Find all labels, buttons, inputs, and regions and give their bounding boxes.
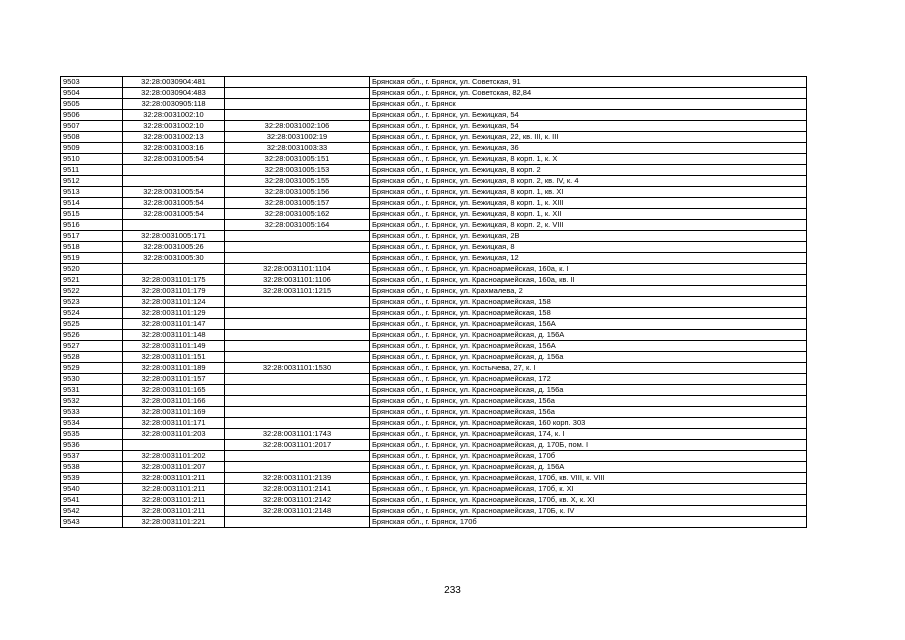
row-number-cell: 9532 xyxy=(61,396,123,407)
table-row xyxy=(61,176,807,187)
address-cell: Брянская обл., г. Брянск, ул. Красноармейская, д. 156А xyxy=(370,330,807,341)
table-row xyxy=(61,231,807,242)
cadastral-number-cell: 32:28:0031101:148 xyxy=(123,330,225,341)
cadastral-number-cell: 32:28:0031101:166 xyxy=(123,396,225,407)
address-cell: Брянская обл., г. Брянск, ул. Красноармейская, д. 156А xyxy=(370,462,807,473)
table-row xyxy=(61,473,807,484)
row-number-cell: 9514 xyxy=(61,198,123,209)
address-cell: Брянская обл., г. Брянск, ул. Крахмалева, 2 xyxy=(370,286,807,297)
address-cell: Брянская обл., г. Брянск, ул. Красноармейская, 174, к. I xyxy=(370,429,807,440)
cadastral-number-cell: 32:28:0031101:151 xyxy=(123,352,225,363)
table-row xyxy=(61,154,807,165)
related-cadastral-number-cell xyxy=(225,341,370,352)
cadastral-number-cell: 32:28:0031101:211 xyxy=(123,495,225,506)
row-number-cell: 9508 xyxy=(61,132,123,143)
related-cadastral-number-cell xyxy=(225,396,370,407)
address-cell: Брянская обл., г. Брянск, ул. Бежицкая, 22, кв. III, к. III xyxy=(370,132,807,143)
cadastral-number-cell xyxy=(123,440,225,451)
row-number-cell: 9523 xyxy=(61,297,123,308)
registry-table xyxy=(60,76,807,528)
table-row xyxy=(61,253,807,264)
table-row xyxy=(61,363,807,374)
address-cell: Брянская обл., г. Брянск, ул. Красноармейская, 158 xyxy=(370,297,807,308)
cadastral-number-cell: 32:28:0031005:171 xyxy=(123,231,225,242)
row-number-cell: 9530 xyxy=(61,374,123,385)
table-row xyxy=(61,297,807,308)
address-cell: Брянская обл., г. Брянск, ул. Бежицкая, 8 корп. 2, кв. IV, к. 4 xyxy=(370,176,807,187)
related-cadastral-number-cell: 32:28:0031101:1215 xyxy=(225,286,370,297)
address-cell: Брянская обл., г. Брянск, ул. Бежицкая, 12 xyxy=(370,253,807,264)
address-cell: Брянская обл., г. Брянск, ул. Бежицкая, 8 xyxy=(370,242,807,253)
address-cell: Брянская обл., г. Брянск, ул. Красноармейская, 160а, к. I xyxy=(370,264,807,275)
cadastral-number-cell: 32:28:0031002:10 xyxy=(123,121,225,132)
related-cadastral-number-cell: 32:28:0031101:1530 xyxy=(225,363,370,374)
table-row xyxy=(61,484,807,495)
cadastral-number-cell: 32:28:0031101:157 xyxy=(123,374,225,385)
cadastral-number-cell: 32:28:0031101:175 xyxy=(123,275,225,286)
cadastral-number-cell: 32:28:0031005:54 xyxy=(123,154,225,165)
cadastral-number-cell: 32:28:0031101:124 xyxy=(123,297,225,308)
table-row xyxy=(61,209,807,220)
table-row xyxy=(61,264,807,275)
related-cadastral-number-cell xyxy=(225,110,370,121)
cadastral-number-cell: 32:28:0031005:54 xyxy=(123,209,225,220)
address-cell: Брянская обл., г. Брянск, ул. Бежицкая, 2В xyxy=(370,231,807,242)
table-row xyxy=(61,88,807,99)
table-row xyxy=(61,220,807,231)
table-row xyxy=(61,132,807,143)
related-cadastral-number-cell: 32:28:0031101:2142 xyxy=(225,495,370,506)
related-cadastral-number-cell: 32:28:0031005:151 xyxy=(225,154,370,165)
cadastral-number-cell: 32:28:0031101:147 xyxy=(123,319,225,330)
cadastral-number-cell: 32:28:0031101:211 xyxy=(123,473,225,484)
cadastral-number-cell: 32:28:0030905:118 xyxy=(123,99,225,110)
row-number-cell: 9520 xyxy=(61,264,123,275)
row-number-cell: 9533 xyxy=(61,407,123,418)
row-number-cell: 9531 xyxy=(61,385,123,396)
cadastral-number-cell: 32:28:0031002:13 xyxy=(123,132,225,143)
address-cell: Брянская обл., г. Брянск, ул. Красноармейская, 156А xyxy=(370,341,807,352)
address-cell: Брянская обл., г. Брянск, ул. Костычева, 27, к. I xyxy=(370,363,807,374)
table-row xyxy=(61,352,807,363)
table-row xyxy=(61,121,807,132)
related-cadastral-number-cell: 32:28:0031101:2141 xyxy=(225,484,370,495)
table-row xyxy=(61,374,807,385)
cadastral-number-cell: 32:28:0031101:171 xyxy=(123,418,225,429)
row-number-cell: 9527 xyxy=(61,341,123,352)
row-number-cell: 9503 xyxy=(61,77,123,88)
address-cell: Брянская обл., г. Брянск, ул. Красноармейская, 156а xyxy=(370,407,807,418)
table-row xyxy=(61,462,807,473)
address-cell: Брянская обл., г. Брянск, ул. Советская, 91 xyxy=(370,77,807,88)
address-cell: Брянская обл., г. Брянск, ул. Красноармейская, 158 xyxy=(370,308,807,319)
row-number-cell: 9515 xyxy=(61,209,123,220)
table-row xyxy=(61,110,807,121)
row-number-cell: 9539 xyxy=(61,473,123,484)
related-cadastral-number-cell: 32:28:0031005:164 xyxy=(225,220,370,231)
related-cadastral-number-cell xyxy=(225,242,370,253)
cadastral-number-cell xyxy=(123,264,225,275)
row-number-cell: 9536 xyxy=(61,440,123,451)
related-cadastral-number-cell xyxy=(225,99,370,110)
cadastral-number-cell: 32:28:0031101:221 xyxy=(123,517,225,528)
row-number-cell: 9519 xyxy=(61,253,123,264)
address-cell: Брянская обл., г. Брянск, ул. Красноармейская, 170б, кв. VIII, к. VIII xyxy=(370,473,807,484)
cadastral-number-cell: 32:28:0031101:189 xyxy=(123,363,225,374)
cadastral-number-cell: 32:28:0031101:207 xyxy=(123,462,225,473)
cadastral-number-cell: 32:28:0030904:481 xyxy=(123,77,225,88)
related-cadastral-number-cell: 32:28:0031101:2139 xyxy=(225,473,370,484)
cadastral-number-cell: 32:28:0031005:26 xyxy=(123,242,225,253)
address-cell: Брянская обл., г. Брянск, ул. Бежицкая, 8 корп. 2 xyxy=(370,165,807,176)
table-row xyxy=(61,275,807,286)
row-number-cell: 9524 xyxy=(61,308,123,319)
row-number-cell: 9504 xyxy=(61,88,123,99)
address-cell: Брянская обл., г. Брянск, ул. Красноармейская, 170б, к. XI xyxy=(370,484,807,495)
related-cadastral-number-cell xyxy=(225,308,370,319)
table-row xyxy=(61,385,807,396)
cadastral-number-cell: 32:28:0031101:203 xyxy=(123,429,225,440)
table-row xyxy=(61,396,807,407)
related-cadastral-number-cell xyxy=(225,451,370,462)
table-row xyxy=(61,440,807,451)
row-number-cell: 9541 xyxy=(61,495,123,506)
related-cadastral-number-cell xyxy=(225,77,370,88)
related-cadastral-number-cell xyxy=(225,330,370,341)
table-row xyxy=(61,77,807,88)
row-number-cell: 9506 xyxy=(61,110,123,121)
table-row xyxy=(61,143,807,154)
row-number-cell: 9542 xyxy=(61,506,123,517)
related-cadastral-number-cell: 32:28:0031005:157 xyxy=(225,198,370,209)
table-row xyxy=(61,418,807,429)
cadastral-number-cell: 32:28:0031101:211 xyxy=(123,506,225,517)
row-number-cell: 9525 xyxy=(61,319,123,330)
row-number-cell: 9517 xyxy=(61,231,123,242)
related-cadastral-number-cell xyxy=(225,462,370,473)
address-cell: Брянская обл., г. Брянск, ул. Красноармейская, д. 170Б, пом. I xyxy=(370,440,807,451)
related-cadastral-number-cell: 32:28:0031101:2017 xyxy=(225,440,370,451)
row-number-cell: 9526 xyxy=(61,330,123,341)
row-number-cell: 9535 xyxy=(61,429,123,440)
row-number-cell: 9537 xyxy=(61,451,123,462)
related-cadastral-number-cell: 32:28:0031003:33 xyxy=(225,143,370,154)
related-cadastral-number-cell xyxy=(225,319,370,330)
related-cadastral-number-cell: 32:28:0031101:1104 xyxy=(225,264,370,275)
related-cadastral-number-cell: 32:28:0031005:156 xyxy=(225,187,370,198)
address-cell: Брянская обл., г. Брянск, ул. Красноармейская, 156а xyxy=(370,396,807,407)
related-cadastral-number-cell xyxy=(225,352,370,363)
row-number-cell: 9528 xyxy=(61,352,123,363)
related-cadastral-number-cell: 32:28:0031101:1743 xyxy=(225,429,370,440)
table-row xyxy=(61,242,807,253)
address-cell: Брянская обл., г. Брянск, ул. Красноармейская, 170б xyxy=(370,451,807,462)
related-cadastral-number-cell xyxy=(225,231,370,242)
address-cell: Брянская обл., г. Брянск, ул. Красноармейская, 170Б, к. IV xyxy=(370,506,807,517)
related-cadastral-number-cell: 32:28:0031002:106 xyxy=(225,121,370,132)
address-cell: Брянская обл., г. Брянск xyxy=(370,99,807,110)
related-cadastral-number-cell: 32:28:0031005:155 xyxy=(225,176,370,187)
row-number-cell: 9512 xyxy=(61,176,123,187)
row-number-cell: 9543 xyxy=(61,517,123,528)
table-row xyxy=(61,99,807,110)
related-cadastral-number-cell xyxy=(225,297,370,308)
related-cadastral-number-cell xyxy=(225,418,370,429)
address-cell: Брянская обл., г. Брянск, ул. Бежицкая, 54 xyxy=(370,110,807,121)
row-number-cell: 9510 xyxy=(61,154,123,165)
table-row xyxy=(61,187,807,198)
table-row xyxy=(61,506,807,517)
row-number-cell: 9511 xyxy=(61,165,123,176)
cadastral-number-cell: 32:28:0031003:16 xyxy=(123,143,225,154)
address-cell: Брянская обл., г. Брянск, ул. Бежицкая, 36 xyxy=(370,143,807,154)
related-cadastral-number-cell xyxy=(225,88,370,99)
related-cadastral-number-cell: 32:28:0031005:162 xyxy=(225,209,370,220)
related-cadastral-number-cell xyxy=(225,385,370,396)
table-row xyxy=(61,308,807,319)
address-cell: Брянская обл., г. Брянск, ул. Бежицкая, 8 корп. 1, к. XIII xyxy=(370,198,807,209)
table-row xyxy=(61,341,807,352)
table-row xyxy=(61,517,807,528)
address-cell: Брянская обл., г. Брянск, ул. Красноармейская, д. 156а xyxy=(370,352,807,363)
cadastral-number-cell: 32:28:0031101:169 xyxy=(123,407,225,418)
cadastral-number-cell xyxy=(123,176,225,187)
address-cell: Брянская обл., г. Брянск, ул. Красноармейская, 172 xyxy=(370,374,807,385)
table-row xyxy=(61,198,807,209)
row-number-cell: 9518 xyxy=(61,242,123,253)
address-cell: Брянская обл., г. Брянск, ул. Красноармейская, 160а, кв. II xyxy=(370,275,807,286)
address-cell: Брянская обл., г. Брянск, ул. Бежицкая, 8 корп. 1, к. X xyxy=(370,154,807,165)
table-row xyxy=(61,407,807,418)
row-number-cell: 9516 xyxy=(61,220,123,231)
address-cell: Брянская обл., г. Брянск, ул. Красноармейская, 156А xyxy=(370,319,807,330)
cadastral-number-cell: 32:28:0031101:202 xyxy=(123,451,225,462)
cadastral-number-cell: 32:28:0031101:149 xyxy=(123,341,225,352)
cadastral-number-cell: 32:28:0030904:483 xyxy=(123,88,225,99)
cadastral-number-cell: 32:28:0031005:30 xyxy=(123,253,225,264)
address-cell: Брянская обл., г. Брянск, ул. Бежицкая, 8 корп. 1, к. XII xyxy=(370,209,807,220)
row-number-cell: 9540 xyxy=(61,484,123,495)
address-cell: Брянская обл., г. Брянск, ул. Красноармейская, 170б, кв. X, к. XI xyxy=(370,495,807,506)
row-number-cell: 9538 xyxy=(61,462,123,473)
address-cell: Брянская обл., г. Брянск, ул. Красноармейская, 160 корп. 303 xyxy=(370,418,807,429)
table-row xyxy=(61,495,807,506)
row-number-cell: 9522 xyxy=(61,286,123,297)
cadastral-number-cell: 32:28:0031005:54 xyxy=(123,187,225,198)
related-cadastral-number-cell xyxy=(225,374,370,385)
cadastral-number-cell xyxy=(123,220,225,231)
address-cell: Брянская обл., г. Брянск, ул. Бежицкая, 8 корп. 2, к. VIII xyxy=(370,220,807,231)
cadastral-number-cell: 32:28:0031101:129 xyxy=(123,308,225,319)
related-cadastral-number-cell: 32:28:0031101:2148 xyxy=(225,506,370,517)
cadastral-number-cell: 32:28:0031101:179 xyxy=(123,286,225,297)
related-cadastral-number-cell: 32:28:0031101:1106 xyxy=(225,275,370,286)
table-row xyxy=(61,286,807,297)
registry-table-body xyxy=(61,77,807,528)
address-cell: Брянская обл., г. Брянск, ул. Бежицкая, 8 корп. 1, кв. XI xyxy=(370,187,807,198)
related-cadastral-number-cell: 32:28:0031005:153 xyxy=(225,165,370,176)
address-cell: Брянская обл., г. Брянск, ул. Красноармейская, д. 156а xyxy=(370,385,807,396)
row-number-cell: 9505 xyxy=(61,99,123,110)
related-cadastral-number-cell xyxy=(225,253,370,264)
row-number-cell: 9529 xyxy=(61,363,123,374)
cadastral-number-cell: 32:28:0031002:10 xyxy=(123,110,225,121)
table-row xyxy=(61,319,807,330)
row-number-cell: 9513 xyxy=(61,187,123,198)
address-cell: Брянская обл., г. Брянск, ул. Советская, 82,84 xyxy=(370,88,807,99)
row-number-cell: 9534 xyxy=(61,418,123,429)
address-cell: Брянская обл., г. Брянск, ул. Бежицкая, 54 xyxy=(370,121,807,132)
row-number-cell: 9521 xyxy=(61,275,123,286)
row-number-cell: 9507 xyxy=(61,121,123,132)
row-number-cell: 9509 xyxy=(61,143,123,154)
cadastral-number-cell: 32:28:0031005:54 xyxy=(123,198,225,209)
cadastral-number-cell: 32:28:0031101:165 xyxy=(123,385,225,396)
related-cadastral-number-cell xyxy=(225,517,370,528)
table-row xyxy=(61,330,807,341)
related-cadastral-number-cell: 32:28:0031002:19 xyxy=(225,132,370,143)
page-number: 233 xyxy=(444,585,461,596)
cadastral-number-cell: 32:28:0031101:211 xyxy=(123,484,225,495)
address-cell: Брянская обл., г. Брянск, 170б xyxy=(370,517,807,528)
table-row xyxy=(61,165,807,176)
table-row xyxy=(61,429,807,440)
table-row xyxy=(61,451,807,462)
related-cadastral-number-cell xyxy=(225,407,370,418)
cadastral-number-cell xyxy=(123,165,225,176)
